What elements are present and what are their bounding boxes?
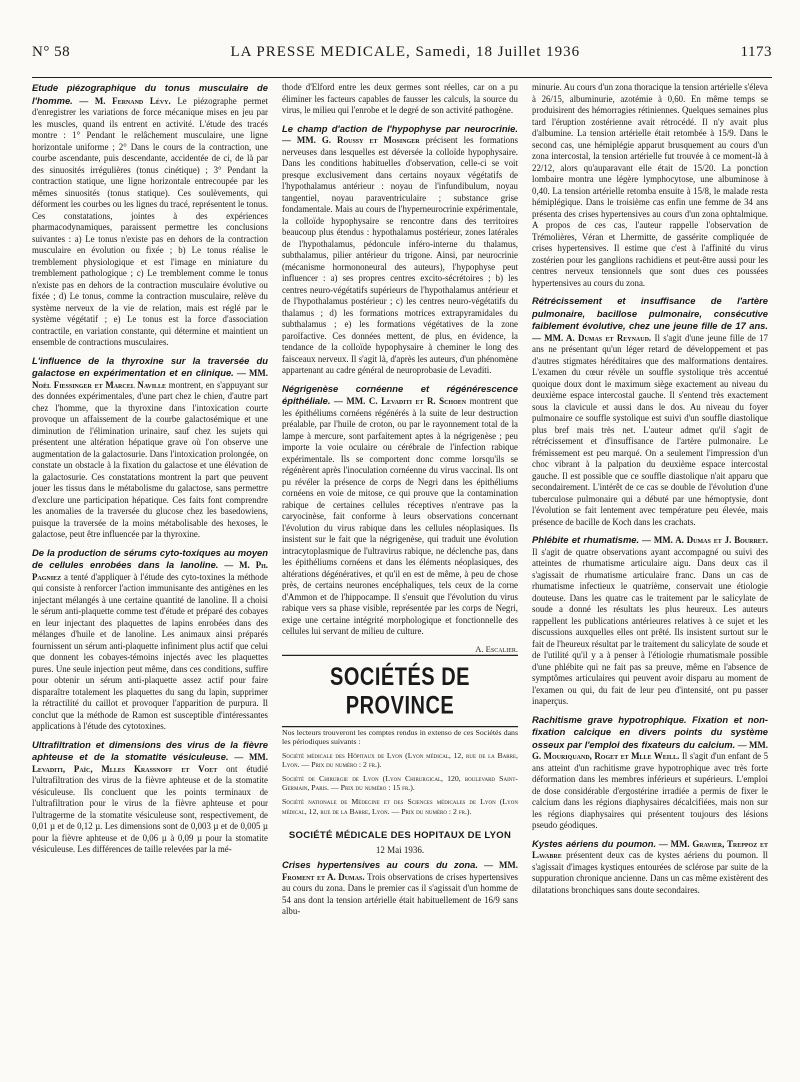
article-body: thode d'Elford entre les deux germes sont réelles, car on a pu éliminer les facteurs capables de fausser les calculs, la source du virus, le milieu qui l'enrobe et le degré de son activité pathogène. — [282, 82, 518, 115]
article-authors: — MM. C. Levaditi et R. Schoen — [334, 396, 467, 406]
article-title: Etude piézographique du tonus musculaire de l'homme. — [32, 82, 268, 106]
article-body: Il s'agit de quatre observations ayant accompagné ou suivi des atteintes de rhumatisme articulaire aigu. Dans deux cas il s'agissait de rhumatisme articulaire franc. Dans un cas de rhumatisme infectieux le quatrième, conservait une étiologie douteuse. Dans les quatre cas le traitement par le salicylate de soude a donné les résultats les plus heureux. Les auteurs rappellent les publications antérieures relatives à ce sujet et les discussions auxquelles elles ont prêté. Ils insistent surtout sur le fait de l'heureux résultat par le traitement du salicylate de soude et de l'utilité qu'il y a à penser à l'étiologie rhumatismale possible d'une phlébite qui ne fait pas sa preuve, même en l'absence de symptômes articulaires qui peuvent avoir disparu au moment de l'examen ou qui, du fait de leur peu d'intensité, ont pu passer inaperçus. — [532, 546, 768, 706]
article-title: Ultrafiltration et dimensions des virus de la fièvre aphteuse et de la stomatite vésiculeuse. — [32, 738, 268, 762]
article-title: Phlébite et rhumatisme. — [532, 534, 640, 545]
header-rule — [32, 77, 772, 78]
article — [282, 383, 518, 638]
section-note: Nos lecteurs trouveront les comptes rendus in extenso de ces Sociétés dans les périodiques suivants : — [282, 727, 518, 747]
page-number-right: 1173 — [740, 44, 772, 60]
article — [532, 838, 768, 897]
article-continuation — [532, 82, 768, 289]
article-body: Trois observations de crises hypertensives au cours du zona. Dans le premier cas il s'agissait d'un homme de 54 ans dont la tension artérielle était habituellement de 16/9 sans albu- — [282, 871, 518, 917]
article-body: Le piézographe permet d'enregistrer les variations de force mécanique mises en jeu par les muscles, quand ils entrent en activité. L'étude des tracés montre : 1° Pendant le relâchement musculaire, une ligne horizontale uniforme ; 2° Dans le cours de la contraction, une courbe ascendante, puis descendante, accidentée de ci, de là par des sinuosités irrégulières (tonus cinétique) ; 3° Pendant la contraction statique, une ligne horizontale entrecoupée par les mêmes sinuosités (tonus statique). Ces soulèvements, qui déforment les courbes ou les lignes du tracé, représentent le tonus. Ces constatations, jointes à des expériences pharmacodynamiques, paraissent permettre les conclusions suivantes : a) Le tonus n'existe pas en dehors de la contraction musculaire en évolution ou fixée ; b) Le tonus réalise le tremblement physiologique et est l'image en miniature du tremblement pathologique ; c) Le tremblement comme le tonus n'existe pas en dehors de la contraction musculaire évolutive ou fixée ; d) Le tonus, comme la contraction musculaire, relève du système nerveux de la vie de relation, mais est réglé par le système végétatif ; e) Le tonus est la force d'association contractile, en variation constante, qui détermine et maintient un ensemble de contractions musculaires. — [32, 95, 268, 347]
publication-entry: Société de Chirurgie de Lyon (Lyon Chirurgical, 120, boulevard Saint-Germain, Paris. — Prix du numéro : 15 fr.). — [282, 773, 518, 793]
article — [282, 123, 518, 377]
article-body: précisent les formations nerveuses dans lesquelles est déversée la colloïde hypophysaire. Dans les conditions habituelles d'observation, celle-ci se voit presque exclusivement dans certains noyaux végétatifs de l'hypothalamus antérieur : noyau de l'infundibulum, noyau tangentiel, noyau paraventriculaire ; substance grise fondamentale. Mais au cours de l'hyperneurocrinie expérimentale, la colloïde hypophysaire se rencontre dans des territoires beaucoup plus étendus : hypothalamus postérieur, zones latérales de l'hypothalamus, pédoncule inféro-interne du thalamus, subthalamus, pilier antérieur du trigone. Ainsi, par neurocrinie (mécanisme hormononeural des auteurs), l'hypophyse peut influencer : a) ses propres centres excito-sécrétoires ; b) les centres neuro-végétatifs supérieurs de l'hypothalamus antérieur et de l'hypothalamus postérieur ; c) les centres neuro-végétatifs du thalamus ; d) les formations motrices extrapyramidales du subthalamus ; e) les formations végétatives de la zone paroïfactive. Ces données mettent, de plus, en évidence, la tendance de la colloïde hypophysaire à cheminer le long des faisceaux nerveux. Il s'agit là, d'après les auteurs, d'un phénomène appartenant au cadre général de neuroprobasie de Levaditi. — [282, 135, 518, 375]
article-authors: — MM. G. Roussy et Mosinger — [282, 135, 420, 145]
article — [532, 714, 768, 832]
article-title: Rachitisme grave hypotrophique. Fixation et non-fixation calcique en divers points du système osseux par l'emploi des fixateurs du calcium. — [532, 713, 768, 750]
article-authors: — M. Ph. Pagniez — [32, 560, 268, 582]
article-body: montrent, en s'appuyant sur des données expérimentales, d'une part chez le chien, d'autre part chez l'homme, que la thyroxine dans l'intoxication courte provoque un affaissement de la courbe galactosémique et une diminution de l'élimination urinaire, sauf chez les sujets qui présentent une altération hépatique grave où l'on observe une augmentation de la galactosurie. Dans l'intoxication prolongée, on constate un obstacle à la fixation du galactose et une élévation de la galactosurie. Ces constatations montrent la part que peuvent jouer les tissus dans le métabolisme du galactose, sans permettre d'exclure une participation hépatique. Ces faits font comprendre les anomalies de la traversée du glucose chez les basedowiens, puisque la traversée de la moins métabolisable des hexoses, le galactose, peut être influencée par la thyroxine. — [32, 379, 268, 539]
column-1 — [32, 82, 268, 1082]
article — [32, 547, 268, 733]
article-authors: — M. Fernand Lévy. — [79, 95, 171, 106]
article-authors: — MM. A. Dumas et J. Bourret. — [642, 535, 768, 545]
column-2 — [282, 82, 518, 1082]
article-body: a tenté d'appliquer à l'étude des cyto-toxines la méthode qui consiste à renforcer l'action immunisante des antigènes en les injectant mélangés à une certaine quantité de lanoline. Il a choisi le sérum anti-plaquette comme test d'étude et préparé des cobayes en leur injectant des plaquettes de lapins enrobées dans des mélanges d'huile et de lanoline. Les animaux ainsi préparés fournissent un sérum anti-plaquette infiniment plus actif que celui que donnent les cobayes-témoins injectés avec les plaquettes pures. Une seule injection peut même, dans ces conditions, suffire pour obtenir un sérum anti-plaquette assez actif pour faire disparaître totalement les plaquettes du sang du lapin, supprimer la rétractilité du caillot et provoquer l'apparition de purpura. Il conclut que la méthode de Ramon est susceptible d'intéressantes applications à l'étude des cytotoxines. — [32, 571, 268, 731]
columns — [32, 82, 772, 1082]
article-body: Il s'agit d'un enfant de 5 ans atteint d'un rachitisme grave hypotrophique avec très forte déformation dans les membres inférieurs et supérieurs. L'emploi de dose considérable d'ergostérine irradiée a permis de fixer le calcium dans les régions diaphysaires décalcifiées, mais non sur les régions diaphysaires qui présentent toujours des lésions pseudo géodiques. — [532, 751, 768, 830]
session-date: 12 Mai 1936. — [375, 845, 425, 856]
article-authors: — MM. Levaditi, Païc, Mlles Krassnoff et Voet — [32, 752, 268, 774]
article-title: Rétrécissement et insuffisance de l'artère pulmonaire, bacillose pulmonaire, consécutive faiblement évolutive, chez une jeune fille de 17 ans. — [532, 295, 768, 331]
article-title: Crises hypertensives au cours du zona. — [282, 859, 478, 871]
article-body: ont étudié l'ultrafiltration des virus de la fièvre aphteuse et de la stomatite vésiculeuse. Ils concluent que les points terminaux de l'ultrafiltration pour le virus de la fièvre aphteuse et pour l'ultragerme de la stomatite vésiculeuse sont, respectivement, de 0,01 µ et de 0,12 µ. Les dimensions sont de 0,003 µ et de 0,005 µ pour la fièvre aphteuse et de 0,06 µ à 0,09 µ pour la stomatite vésiculeuse. Les différences de taille relevées par la mé- — [32, 763, 268, 854]
signature: A. Escalier. — [475, 643, 518, 654]
publication-entry: Société nationale de Médecine et des Sciences médicales de Lyon (Lyon médical, 12, rue de la Barre, Lyon. — Prix du numéro : 2 fr.). — [282, 797, 518, 816]
article — [32, 739, 268, 856]
article — [532, 295, 768, 528]
article — [532, 534, 768, 708]
article-body: présentent deux cas de kystes aériens du poumon. Il s'agissait d'images kystiques entourées de sclérose par suite de la suppuration chronique ancienne. Dans un cas même existèrent des dilatations bronchiques sans doute secondaires. — [532, 850, 768, 895]
section-title: SOCIÉTÉS DE PROVINCE — [282, 654, 518, 727]
column-3 — [532, 82, 768, 1082]
article-authors: — MM. G. Mouriquand, Roget et Mlle Weill. — [532, 739, 768, 761]
article — [282, 859, 518, 918]
article-authors: — MM. Froment et A. Dumas. — [282, 860, 518, 882]
article-authors: — MM. A. Dumas et Reynaud. — [532, 332, 652, 343]
article-body: montrent que les épithéliums cornéens régénérés à la suite de leur destruction préalable, par l'huile de croton, ou par le rayonnement total de la lampe à mercure, sont parfaitement aptes à la négrigenèse ; peu importe la voie oculaire ou cérébrale de l'infection rabique expérimentale. Ils se comportent donc comme lorsqu'ils se régénèrent après l'inoculation cornéenne du virus vaccinal. Ils ont pu révéler la présence de corps de Negri dans les épithéliums cornéens en voie de mitose, ce qui prouve que la contamination rabique de certaines cellules réceptives n'entrave pas la caryocinèse, fait conforme à leurs observations concernant l'évolution du virus rabique dans les cellules néoplasiques. Ils insistent sur le fait que la négrigenèse, qui traduit une évolution intracytoplasmique de l'ultravirus rabique, ne déclenche pas, dans les épithéliums cornéens et dans les éléments néoplasiques, des altérations dégénératives, et qu'il en est de même, à peu de chose près, de certains neurones encéphaliques, tels ceux de la corne d'Ammon et de l'hippocampe. Il s'ensuit que l'évolution du virus rabique vers sa phase visible, représentée par les corps de Negri, exige une certaine intégrité morphologique et fonctionnelle des cellules lui servant de milieu de culture. — [282, 396, 518, 636]
article-body: minurie. Au cours d'un zona thoracique la tension artérielle s'éleva à 26/15, albuminurie, azotémie à 0,60. En même temps se produisirent des hémorragies rétiniennes. Quelques semaines plus tard l'éruption zostérienne avait rétrocédé. Il n'y avait plus d'albumine. La tension artérielle était retombée à 15/9. Dans le second cas, une hémiplégie apparut brusquement au cours d'un zona intercostal, la tension artérielle fut trouvée à ce moment-là à 22/12, alors qu'auparavant elle était de 15/20. La ponction lombaire montra une légère lymphocytose, une albuminose à 0,40. La tension artérielle retomba ensuite à 15/8, le malade resta hémiplégique. Dans le troisième cas enfin une femme de 34 ans présenta des crises hypertensives au cours d'un zona ophtalmique. A propos de ces cas, l'auteur rappelle l'observation de Trémolières, Véran et Lhermitte, de gassérite compliquée de crises hypertensives. Il estime que c'est à l'affinité du virus zostérien pour les ganglions rachidiens et peut-être aussi pour les centres nerveux tensionnels que sont dues ces poussées hypertensives au cours du zona. — [532, 82, 768, 288]
article-title: Le champ d'action de l'hypophyse par neurocrinie. — [282, 122, 518, 134]
article-title: De la production de sérums cyto-toxiques au moyen de cellules enrobées dans la lanoline. — [32, 546, 268, 570]
article-title: L'influence de la thyroxine sur la traversée du galactose en expérimentation et en clinique. — [32, 354, 268, 378]
page-number-left: N° 58 — [32, 44, 71, 60]
article-continuation — [282, 82, 518, 117]
article-body: Il s'agit d'une jeune fille de 17 ans ne présentant qu'un léger retard de développement et pas d'autres stigmates héréditaires que des malformations dentaires. L'examen du cœur révèle un souffle systolique très accentué quoique doux dont le maximum siège exactement au niveau du deuxième espace intercostal gauche. Il s'entend très exactement sous la clavicule et aussi dans le dos. Au niveau du foyer pulmonaire ce souffle systolique est suivi d'un souffle diastolique plus bref mais très net. L'auteur admet qu'il s'agit de rétrécissement et d'insuffisance de l'artère pulmonaire. Le frémissement est peu marqué. On a seulement l'impression d'un choc vibrant à la palpation du deuxième espace intercostal gauche. Il est possible que ce souffle diastolique n'ait apparu que secondairement. L'intérêt de ce cas se double de l'évolution d'une tuberculose pulmonaire qui a débuté par une hémoptysie, dont l'évolution se fait lentement avec température peu élevée, mais présence de bacille de Koch dans les crachats. — [532, 332, 768, 527]
article — [32, 355, 268, 541]
publication-entry: Société médicale des Hôpitaux de Lyon (Lyon médical, 12, rue de la Barre, Lyon. — Prix du numéro : 2 fr.). — [282, 750, 518, 770]
article-authors: — MM. Noël Fiessinger et Marcel Naville — [32, 368, 268, 390]
journal-title: LA PRESSE MEDICALE, Samedi, 18 Juillet 1936 — [230, 44, 581, 60]
society-heading: SOCIÉTÉ MÉDICALE DES HOPITAUX DE LYON — [288, 830, 512, 842]
article-title: Kystes aériens du poumon. — [532, 837, 657, 849]
article-authors: — MM. Gravier, Treppoz et Lavabre — [532, 838, 768, 860]
article — [32, 82, 268, 349]
article-title: Négrigenèse cornéenne et régénérescence épithéliale. — [282, 382, 518, 406]
page-header — [32, 0, 772, 74]
